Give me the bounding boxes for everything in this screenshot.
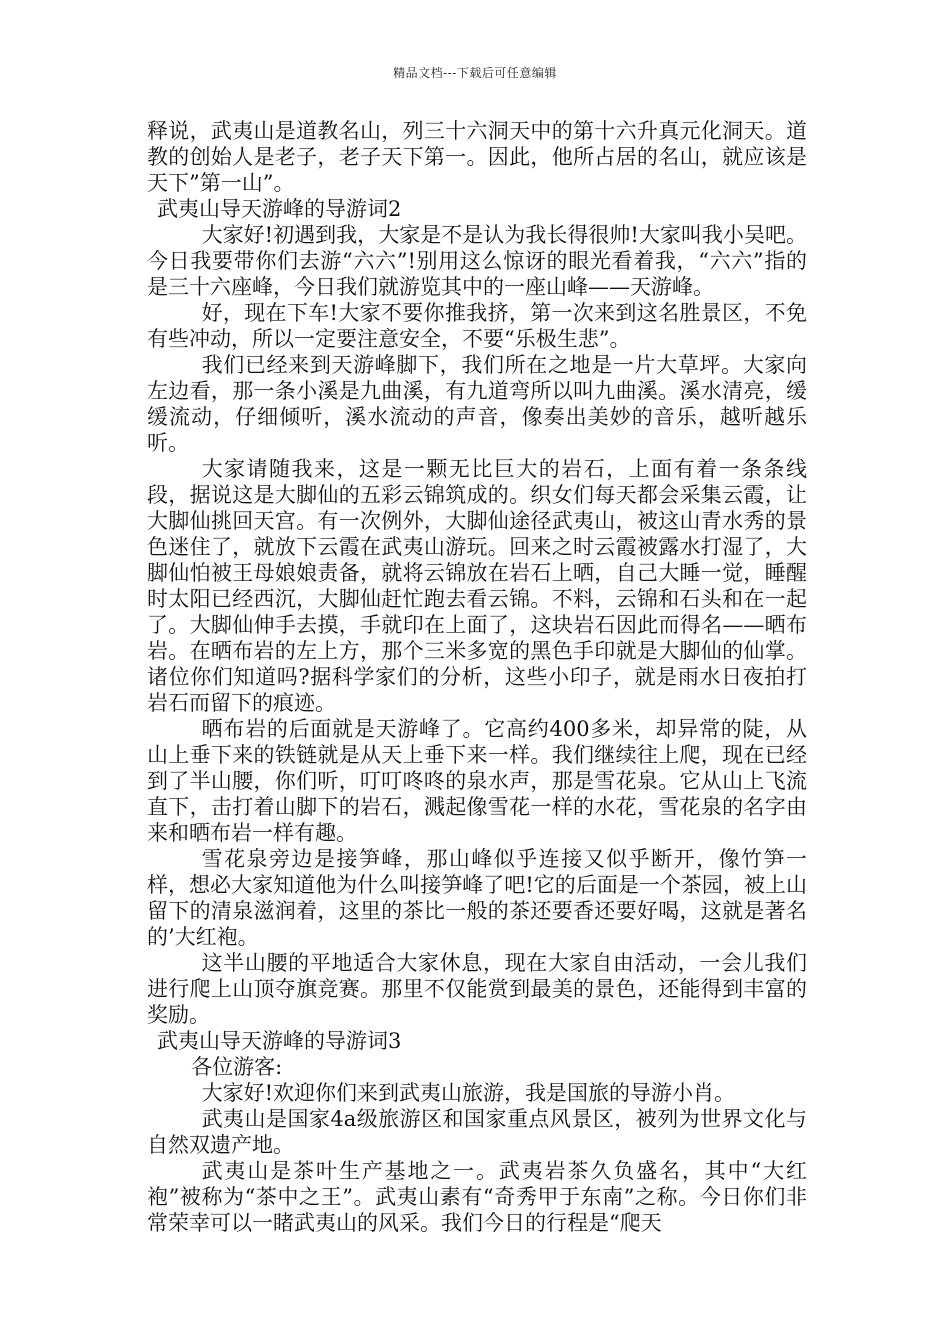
section-heading-3: 武夷山导天游峰的导游词3 (157, 1029, 402, 1053)
paragraph: 这半山腰的平地适合大家休息，现在大家自由活动，一会儿我们进行爬上山顶夺旗竞赛。那里不仅能赏到最美的景色，还能得到丰富的奖励。 (147, 951, 807, 1027)
paragraph: 武夷山是国家4a级旅游区和国家重点风景区，被列为世界文化与自然双遗产地。 (147, 1107, 807, 1157)
section-heading-2: 武夷山导天游峰的导游词2 (157, 197, 402, 221)
paragraph-intro-continuation: 释说，武夷山是道教名山，列三十六洞天中的第十六升真元化洞天。道教的创始人是老子，老子天下第一。因此，他所占居的名山，就应该是天下”第一山”。 (147, 119, 807, 195)
salutation: 各位游客: (191, 1055, 283, 1079)
paragraph: 晒布岩的后面就是天游峰了。它高约400多米，却异常的陡，从山上垂下来的铁链就是从天上垂下来一样。我们继续往上爬，现在已经到了半山腰，你们听，叮叮咚咚的泉水声，那是雪花泉。它从山上飞流直下，击打着山脚下的岩石，溅起像雪花一样的水花，雪花泉的名字由来和晒布岩一样有趣。 (147, 717, 807, 845)
paragraph: 大家请随我来，这是一颗无比巨大的岩石，上面有着一条条线段，据说这是大脚仙的五彩云锦筑成的。织女们每天都会采集云霞，让大脚仙挑回天宫。有一次例外，大脚仙途径武夷山，被这山青水秀的景色迷住了，就放下云霞在武夷山游玩。回来之时云霞被露水打湿了，大脚仙怕被王母娘娘责备，就将云锦放在岩石上晒，自己大睡一觉，睡醒时太阳已经西沉，大脚仙赶忙跑去看云锦。不料，云锦和石头和在一起了。大脚仙伸手去摸，手就印在上面了，这块岩石因此而得名——晒布岩。在晒布岩的左上方，那个三米多宽的黑色手印就是大脚仙的仙掌。诸位你们知道吗?据科学家们的分析，这些小印子，就是雨水日夜拍打岩石而留下的痕迹。 (147, 457, 807, 715)
paragraph: 大家好!初遇到我，大家是不是认为我长得很帅!大家叫我小吴吧。今日我要带你们去游“六六”!别用这么惊讶的眼光看着我，“六六”指的是三十六座峰，今日我们就游览其中的一座山峰——天游峰。 (147, 223, 807, 299)
paragraph: 雪花泉旁边是接笋峰，那山峰似乎连接又似乎断开，像竹笋一样，想必大家知道他为什么叫接笋峰了吧!它的后面是一个茶园，被上山留下的清泉滋润着，这里的茶比一般的茶还要香还要好喝，这就是著名的’大红袍。 (147, 847, 807, 949)
document-body (147, 118, 807, 1236)
paragraph: 好，现在下车!大家不要你推我挤，第一次来到这名胜景区，不免有些冲动，所以一定要注意安全，不要“乐极生悲”。 (147, 301, 807, 351)
paragraph: 我们已经来到天游峰脚下，我们所在之地是一片大草坪。大家向左边看，那一条小溪是九曲溪，有九道弯所以叫九曲溪。溪水清亮，缓缓流动，仔细倾听，溪水流动的声音，像奏出美妙的音乐，越听越乐听。 (147, 353, 807, 455)
paragraph: 武夷山是茶叶生产基地之一。武夷岩茶久负盛名，其中“大红袍”被称为“茶中之王”。武夷山素有“奇秀甲于东南”之称。今日你们非常荣幸可以一睹武夷山的风采。我们今日的行程是“爬天 (147, 1159, 807, 1235)
paragraph: 大家好!欢迎你们来到武夷山旅游，我是国旅的导游小肖。 (201, 1081, 736, 1105)
page-header: 精品文档---下载后可任意编辑 (393, 66, 557, 80)
